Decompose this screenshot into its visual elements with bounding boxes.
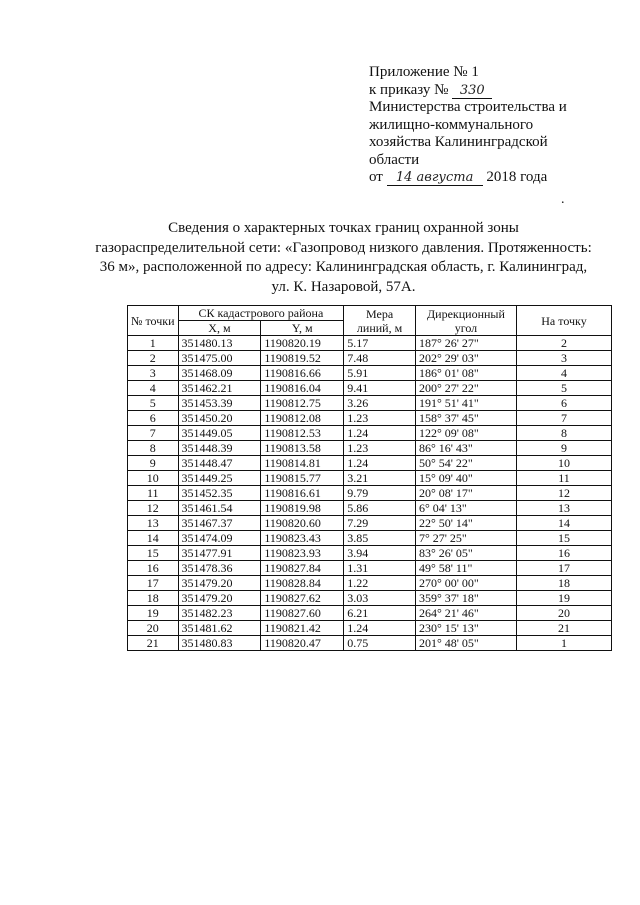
table-row — [128, 411, 612, 426]
cell-direction: 122° 09' 08" — [415, 426, 516, 441]
ministry-line-4: области — [369, 151, 420, 168]
cell-y: 1190812.53 — [261, 426, 344, 441]
cell-y: 1190827.62 — [261, 591, 344, 606]
cell-length: 7.48 — [344, 351, 416, 366]
cell-direction: 6° 04' 13" — [415, 501, 516, 516]
cell-x: 351482.23 — [178, 606, 261, 621]
cell-x: 351462.21 — [178, 381, 261, 396]
cell-to-point: 12 — [516, 486, 611, 501]
cell-direction: 50° 54' 22" — [415, 456, 516, 471]
date-prefix: от — [369, 169, 383, 185]
table-row — [128, 396, 612, 411]
cell-length: 1.24 — [344, 621, 416, 636]
cell-x: 351449.05 — [178, 426, 261, 441]
cell-to-point: 10 — [516, 456, 611, 471]
col-header-y: Y, м — [261, 321, 344, 336]
cell-x: 351449.25 — [178, 471, 261, 486]
table-row — [128, 441, 612, 456]
cell-x: 351452.35 — [178, 486, 261, 501]
title-line-4: ул. К. Назаровой, 57А. — [271, 278, 416, 295]
cell-to-point: 15 — [516, 531, 611, 546]
col-header-to-point: На точку — [516, 306, 611, 336]
cell-direction: 20° 08' 17" — [415, 486, 516, 501]
cell-point: 3 — [128, 366, 179, 381]
cell-point: 15 — [128, 546, 179, 561]
cell-x: 351479.20 — [178, 591, 261, 606]
cell-length: 1.31 — [344, 561, 416, 576]
cell-length: 3.03 — [344, 591, 416, 606]
cell-direction: 83° 26' 05" — [415, 546, 516, 561]
cell-y: 1190815.77 — [261, 471, 344, 486]
table-row — [128, 546, 612, 561]
cell-to-point: 1 — [516, 636, 611, 651]
cell-point: 9 — [128, 456, 179, 471]
cell-x: 351474.09 — [178, 531, 261, 546]
cell-length: 6.21 — [344, 606, 416, 621]
cell-y: 1190816.61 — [261, 486, 344, 501]
cell-length: 9.41 — [344, 381, 416, 396]
cell-to-point: 11 — [516, 471, 611, 486]
cell-direction: 86° 16' 43" — [415, 441, 516, 456]
cell-point: 18 — [128, 591, 179, 606]
cell-to-point: 18 — [516, 576, 611, 591]
appendix-header — [369, 64, 619, 187]
cell-to-point: 9 — [516, 441, 611, 456]
cell-x: 351453.39 — [178, 396, 261, 411]
table-row — [128, 561, 612, 576]
cell-point: 17 — [128, 576, 179, 591]
cell-direction: 187° 26' 27" — [415, 336, 516, 351]
cell-to-point: 8 — [516, 426, 611, 441]
cell-direction: 158° 37' 45" — [415, 411, 516, 426]
cell-to-point: 4 — [516, 366, 611, 381]
cell-point: 11 — [128, 486, 179, 501]
cell-to-point: 2 — [516, 336, 611, 351]
cell-direction: 22° 50' 14" — [415, 516, 516, 531]
cell-point: 8 — [128, 441, 179, 456]
cell-direction: 191° 51' 41" — [415, 396, 516, 411]
cell-point: 13 — [128, 516, 179, 531]
order-line — [369, 82, 619, 100]
cell-y: 1190821.42 — [261, 621, 344, 636]
cell-direction: 359° 37' 18" — [415, 591, 516, 606]
cell-point: 20 — [128, 621, 179, 636]
cell-length: 3.85 — [344, 531, 416, 546]
col-header-point: № точки — [128, 306, 179, 336]
table-row — [128, 606, 612, 621]
table-row — [128, 336, 612, 351]
appendix-title: Приложение № 1 — [369, 64, 479, 80]
cell-direction: 264° 21' 46" — [415, 606, 516, 621]
title-line-2: газораспределительной сети: «Газопровод низкого давления. Протяженность: — [95, 239, 592, 256]
cell-point: 4 — [128, 381, 179, 396]
table-row — [128, 576, 612, 591]
cell-to-point: 13 — [516, 501, 611, 516]
cell-to-point: 6 — [516, 396, 611, 411]
table-row — [128, 621, 612, 636]
table-row — [128, 381, 612, 396]
table-row — [128, 501, 612, 516]
cell-length: 1.24 — [344, 426, 416, 441]
cell-x: 351481.62 — [178, 621, 261, 636]
cell-point: 6 — [128, 411, 179, 426]
cell-y: 1190814.81 — [261, 456, 344, 471]
cell-to-point: 20 — [516, 606, 611, 621]
cell-y: 1190812.08 — [261, 411, 344, 426]
cell-x: 351475.00 — [178, 351, 261, 366]
cell-direction: 186° 01' 08" — [415, 366, 516, 381]
cell-x: 351448.47 — [178, 456, 261, 471]
cell-length: 5.17 — [344, 336, 416, 351]
title-line-1: Сведения о характерных точках границ охранной зоны — [168, 220, 519, 236]
cell-direction: 270° 00' 00" — [415, 576, 516, 591]
cell-x: 351480.83 — [178, 636, 261, 651]
cell-y: 1190823.93 — [261, 546, 344, 561]
order-prefix: к приказу № — [369, 81, 449, 98]
cell-to-point: 7 — [516, 411, 611, 426]
cell-y: 1190812.75 — [261, 396, 344, 411]
cell-point: 19 — [128, 606, 179, 621]
cell-direction: 15° 09' 40" — [415, 471, 516, 486]
table-row — [128, 366, 612, 381]
cell-point: 12 — [128, 501, 179, 516]
date-line — [369, 169, 619, 187]
table-row — [128, 516, 612, 531]
table-header — [128, 306, 612, 336]
cell-y: 1190820.60 — [261, 516, 344, 531]
table-row — [128, 456, 612, 471]
col-header-direction: Дирекционный угол — [415, 306, 516, 336]
cell-direction: 230° 15' 13" — [415, 621, 516, 636]
cell-to-point: 21 — [516, 621, 611, 636]
cell-y: 1190816.66 — [261, 366, 344, 381]
cell-point: 7 — [128, 426, 179, 441]
cell-to-point: 5 — [516, 381, 611, 396]
cell-point: 21 — [128, 636, 179, 651]
order-number-handwritten: 330 — [452, 84, 492, 99]
cell-direction: 201° 48' 05" — [415, 636, 516, 651]
cell-length: 3.21 — [344, 471, 416, 486]
table-row — [128, 486, 612, 501]
cell-point: 1 — [128, 336, 179, 351]
cell-x: 351478.36 — [178, 561, 261, 576]
cell-length: 5.91 — [344, 366, 416, 381]
cell-length: 5.86 — [344, 501, 416, 516]
cell-x: 351479.20 — [178, 576, 261, 591]
cell-length: 1.23 — [344, 411, 416, 426]
cell-y: 1190813.58 — [261, 441, 344, 456]
table-row — [128, 636, 612, 651]
date-handwritten: 14 августа — [387, 171, 483, 186]
ministry-line-2: жилищно-коммунального — [369, 116, 534, 133]
table-row — [128, 591, 612, 606]
cell-direction: 202° 29' 03" — [415, 351, 516, 366]
cell-point: 14 — [128, 531, 179, 546]
cell-length: 7.29 — [344, 516, 416, 531]
col-header-length: Мера линий, м — [344, 306, 416, 336]
cell-x: 351477.91 — [178, 546, 261, 561]
cell-length: 0.75 — [344, 636, 416, 651]
cell-to-point: 19 — [516, 591, 611, 606]
ministry-line-1: Министерства строительства и — [369, 99, 567, 115]
title-line-3: 36 м», расположенной по адресу: Калининградская область, г. Калининград, — [99, 259, 588, 275]
cell-y: 1190819.52 — [261, 351, 344, 366]
document-title — [80, 219, 607, 297]
coordinates-table — [127, 305, 612, 651]
ministry-line-3: хозяйства Калининградской — [369, 134, 548, 150]
cell-x: 351480.13 — [178, 336, 261, 351]
cell-y: 1190820.47 — [261, 636, 344, 651]
cell-y: 1190827.60 — [261, 606, 344, 621]
cell-point: 5 — [128, 396, 179, 411]
cell-to-point: 14 — [516, 516, 611, 531]
cell-y: 1190827.84 — [261, 561, 344, 576]
cell-x: 351461.54 — [178, 501, 261, 516]
cell-to-point: 16 — [516, 546, 611, 561]
cell-length: 3.26 — [344, 396, 416, 411]
cell-x: 351467.37 — [178, 516, 261, 531]
cell-direction: 7° 27' 25" — [415, 531, 516, 546]
cell-to-point: 3 — [516, 351, 611, 366]
cell-to-point: 17 — [516, 561, 611, 576]
cell-y: 1190820.19 — [261, 336, 344, 351]
cell-x: 351468.09 — [178, 366, 261, 381]
table-body — [128, 336, 612, 651]
table-row — [128, 531, 612, 546]
date-suffix: 2018 года — [486, 169, 548, 185]
cell-y: 1190819.98 — [261, 501, 344, 516]
cell-length: 1.24 — [344, 456, 416, 471]
cell-direction: 200° 27' 22" — [415, 381, 516, 396]
stray-dot: . — [561, 192, 565, 207]
cell-y: 1190828.84 — [261, 576, 344, 591]
cell-point: 16 — [128, 561, 179, 576]
cell-x: 351450.20 — [178, 411, 261, 426]
table-row — [128, 351, 612, 366]
table-row — [128, 426, 612, 441]
cell-length: 1.23 — [344, 441, 416, 456]
col-header-x: X, м — [178, 321, 261, 336]
cell-y: 1190816.04 — [261, 381, 344, 396]
cell-point: 10 — [128, 471, 179, 486]
col-header-sk: СК кадастрового района — [178, 306, 344, 321]
cell-length: 3.94 — [344, 546, 416, 561]
cell-x: 351448.39 — [178, 441, 261, 456]
cell-direction: 49° 58' 11" — [415, 561, 516, 576]
cell-length: 1.22 — [344, 576, 416, 591]
cell-y: 1190823.43 — [261, 531, 344, 546]
cell-length: 9.79 — [344, 486, 416, 501]
table-row — [128, 471, 612, 486]
cell-point: 2 — [128, 351, 179, 366]
